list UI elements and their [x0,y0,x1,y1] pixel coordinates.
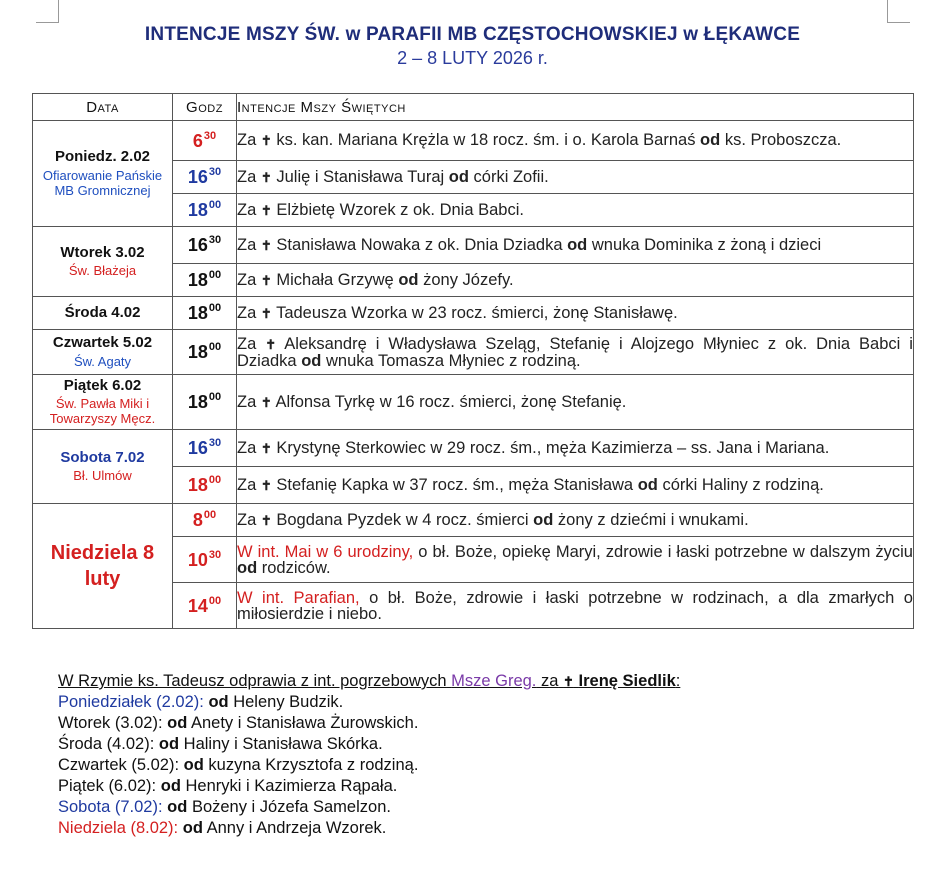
day-cell-tuesday [33,227,173,297]
cross-icon: ✝ [260,169,272,185]
intention-cell: W int. Parafian, o bł. Boże, zdrowie i łaski potrzebne w rodzinach, a dla zmarłych o miłosierdzie i niebo. [237,583,914,629]
cross-icon: ✝ [563,674,574,689]
feast-name: Św. Pawła Miki i Towarzyszy Męcz. [49,396,156,427]
table-row [33,121,914,161]
cross-icon: ✝ [260,202,272,218]
table-header-row [33,94,914,121]
intention-cell: Za ✝ Tadeusza Wzorka w 23 rocz. śmierci, żonę Stanisławę. [237,297,914,330]
table-row [33,430,914,467]
list-item: Wtorek (3.02): od Anety i Stanisława Żurowskich. [58,714,419,732]
feast-name: Bł. Ulmów [73,468,132,484]
day-name: Środa 4.02 [64,304,141,322]
table-row [33,504,914,537]
column-header-date: Data [33,94,173,121]
cross-icon: ✝ [260,272,272,288]
day-cell-thursday [33,330,173,375]
page-title: INTENCJE MSZY ŚW. w PARAFII MB CZĘSTOCHOWSKIEJ w ŁĘKAWCE [144,24,801,45]
cross-icon: ✝ [260,512,272,528]
hour-cell: $6^{30}$ [173,121,237,161]
cross-icon: ✝ [260,237,272,253]
hour-cell: $18^{00}$ [173,467,237,504]
intention-cell: Za ✝ Elżbietę Wzorek z ok. Dnia Babci. [237,194,914,227]
cross-icon: ✝ [265,336,277,352]
feast-name: Ofiarowanie Pańskie MB Gromnicznej [42,167,163,198]
cross-icon: ✝ [260,477,272,493]
date-range: 2 – 8 LUTY 2026 r. [397,48,548,68]
cross-icon: ✝ [260,440,272,456]
intention-cell: Za ✝ Krystynę Sterkowiec w 29 rocz. śm., męża Kazimierza – ss. Jana i Mariana. [237,430,914,467]
intention-cell: Za ✝ Michała Grzywę od żony Józefy. [237,264,914,297]
day-cell-wednesday [33,297,173,330]
cross-icon: ✝ [260,394,272,410]
intention-cell: Za ✝ Stefanię Kapka w 37 rocz. śm., męża Stanisława od córki Haliny z rodziną. [237,467,914,504]
day-name: Piątek 6.02 [63,376,142,394]
feast-name: Św. Agaty [73,353,132,369]
day-name: Poniedz. 2.02 [54,148,151,166]
hour-cell: $8^{00}$ [173,504,237,537]
cross-icon: ✝ [260,305,272,321]
intention-cell: W int. Mai w 6 urodziny, o bł. Boże, opiekę Maryi, zdrowie i łaski potrzebne w dalszym życiu od rodziców. [237,537,914,583]
column-header-hour: Godz [173,94,237,121]
day-name: Wtorek 3.02 [60,243,145,261]
list-item: Niedziela (8.02): od Anny i Andrzeja Wzorek. [58,819,387,837]
day-cell-saturday [33,430,173,504]
day-name: Niedziela 8 luty [50,542,155,590]
intention-cell: Za ✝ Aleksandrę i Władysława Szeląg, Stefanię i Alojzego Młyniec z ok. Dnia Babci i Dziadka od wnuka Tomasza Młyniec z rodziną. [237,330,914,375]
hour-cell: $16^{30}$ [173,227,237,264]
list-item: Czwartek (5.02): od kuzyna Krzysztofa z rodziną. [58,756,419,774]
list-item: Piątek (6.02): od Henryki i Kazimierza Rąpała. [58,777,398,795]
hour-cell: $18^{00}$ [173,264,237,297]
hour-cell: $18^{00}$ [173,375,237,430]
intention-cell: Za ✝ Julię i Stanisława Turaj od córki Zofii. [237,161,914,194]
hour-cell: $10^{30}$ [173,537,237,583]
day-cell-monday [33,121,173,227]
day-cell-sunday [33,504,173,629]
day-cell-friday [33,375,173,430]
hour-cell: $14^{00}$ [173,583,237,629]
day-name: Sobota 7.02 [60,448,145,466]
day-name: Czwartek 5.02 [52,334,153,352]
gregorian-masses-notes [58,671,680,839]
intention-cell: Za ✝ Bogdana Pyzdek w 4 rocz. śmierci od żony z dziećmi i wnukami. [237,504,914,537]
hour-cell: $16^{30}$ [173,430,237,467]
corner-mark-right [887,0,910,23]
table-row [33,330,914,375]
table-row [33,227,914,264]
notes-intro: W Rzymie ks. Tadeusz odprawia z int. pogrzebowych Msze Greg. za ✝ Irenę Siedlik: [58,672,681,690]
intention-cell: Za ✝ Alfonsa Tyrkę w 16 rocz. śmierci, żonę Stefanię. [237,375,914,430]
intention-cell: Za ✝ Stanisława Nowaka z ok. Dnia Dziadka od wnuka Dominika z żoną i dzieci [237,227,914,264]
column-header-intentions: Intencje Mszy Świętych [237,94,914,121]
hour-cell: $18^{00}$ [173,330,237,375]
corner-mark-left [36,0,59,23]
table-row [33,297,914,330]
hour-cell: $18^{00}$ [173,194,237,227]
list-item: Poniedziałek (2.02): od Heleny Budzik. [58,693,344,711]
hour-cell: $18^{00}$ [173,297,237,330]
cross-icon: ✝ [260,133,272,148]
list-item: Sobota (7.02): od Bożeny i Józefa Samelzon. [58,798,391,816]
mass-schedule-table [32,93,914,629]
hour-cell: $16^{30}$ [173,161,237,194]
intention-cell: Za ✝ ks. kan. Mariana Krężla w 18 rocz. śm. i o. Karola Barnaś od ks. Proboszcza. [237,121,914,161]
list-item: Środa (4.02): od Haliny i Stanisława Skórka. [58,735,383,753]
table-row [33,375,914,430]
feast-name: Św. Błażeja [68,263,137,279]
